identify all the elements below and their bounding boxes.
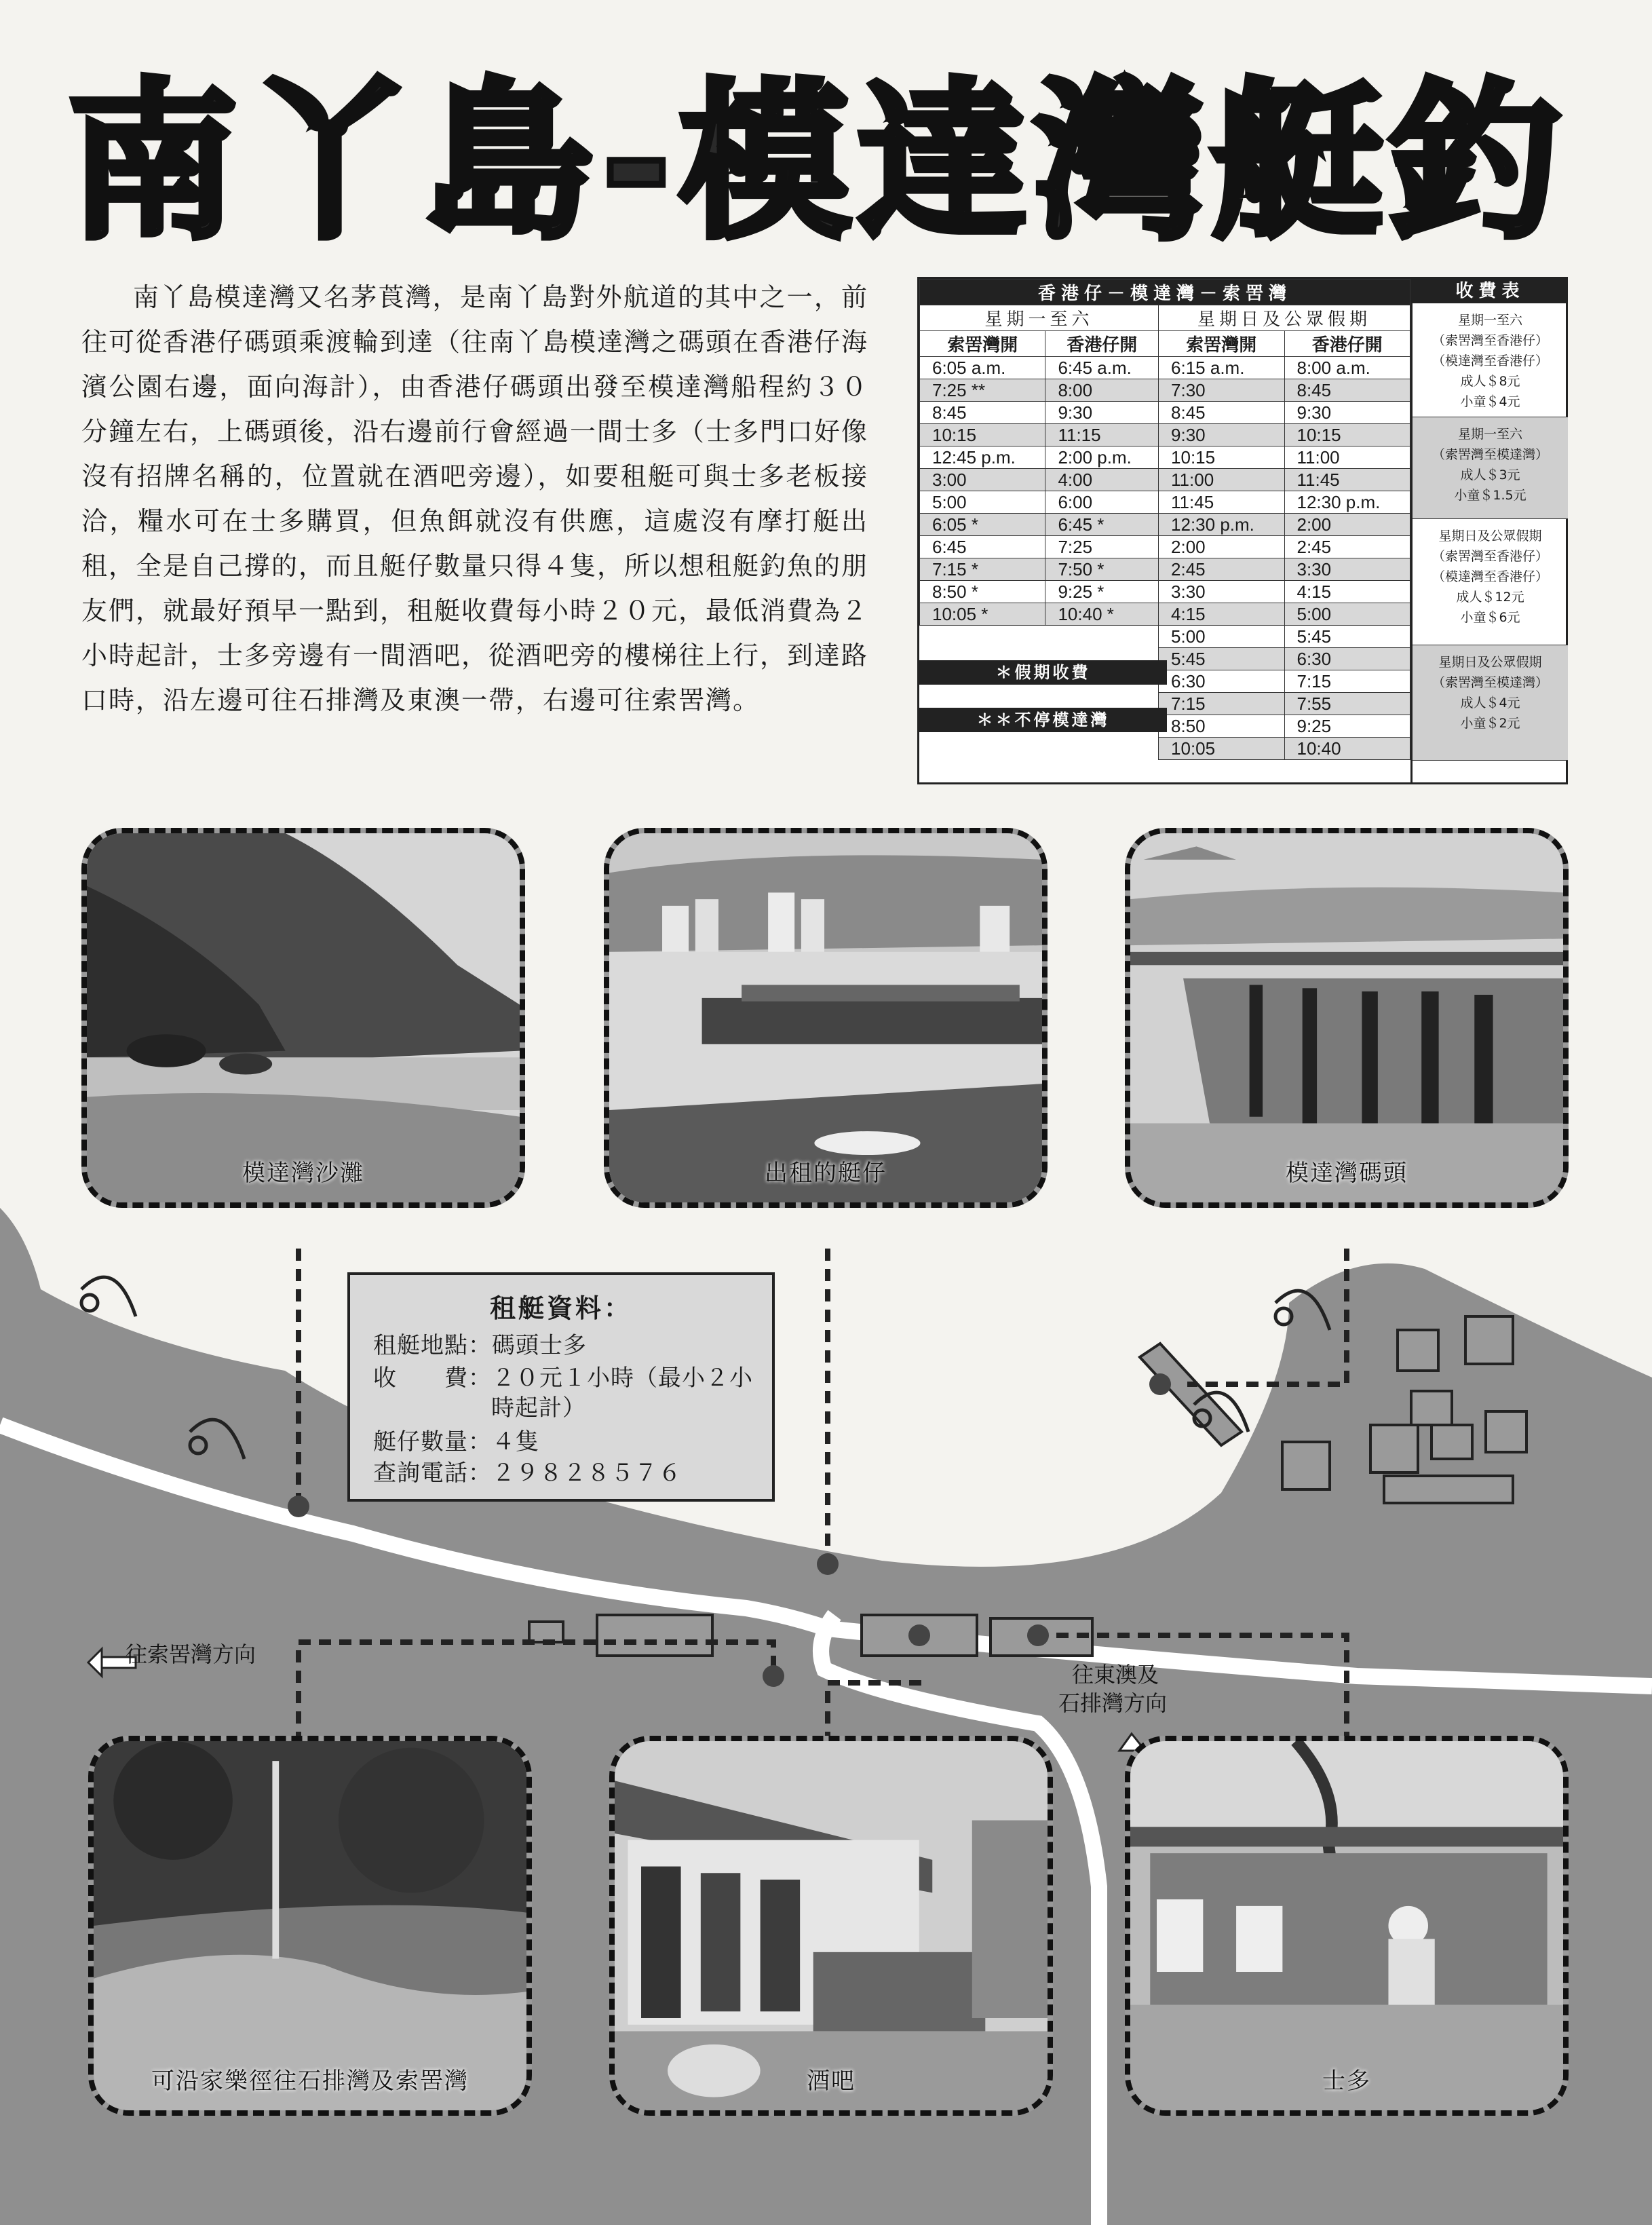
holiday-time: 11:45 [1284,469,1410,491]
rental-phone: ２９８２８５７６ [492,1460,682,1487]
holiday-time: 8:50 [1159,715,1284,738]
note-nonstop: ＊＊不停模達灣 [919,708,1167,732]
weekday-time: 8:50 * [920,581,1045,603]
fare-line: 小童＄2元 [1460,716,1520,731]
holiday-time: 2:45 [1159,558,1284,581]
rental-fee: ２０元１小時（最小２小 [492,1365,753,1392]
intro-text: 南丫島模達灣又名茅莨灣，是南丫島對外航道的其中之一，前往可從香港仔碼頭乘渡輪到達（往南丫島模達灣之碼頭在香港仔海濱公園右邊，面向海計），由香港仔碼頭出發至模達灣船程約３０分鐘左右，上碼頭後，沿右邊前行會經過一間士多（士多門口好像沒有招牌名稱的，位置就在酒吧旁邊），如要租艇可與士多老板接洽，糧水可在士多購買，但魚餌就沒有供應，這處沒有摩打艇出租，全是自己撐的，而且艇仔數量只得４隻，所以想租艇釣魚的朋友們，就最好預早一點到，租艇收費每小時２０元，最低消費為２小時起計，士多旁邊有一間酒吧，從酒吧旁的樓梯往上行，到達路口時，沿左邊可往石排灣及東澳一帶，右邊可往索罟灣。 [81,282,869,715]
weekday-time: 6:00 [1045,491,1159,514]
rental-fee-label: 收 費： [373,1365,492,1392]
timetable-row [920,446,1410,469]
holiday-time: 11:45 [1159,491,1284,514]
fare-line: 成人＄3元 [1460,468,1520,482]
holiday-time: 7:15 [1284,670,1410,693]
empty-cell [920,626,1159,648]
holiday-time: 7:55 [1284,693,1410,715]
weekday-time: 9:25 * [1045,581,1159,603]
holiday-time: 5:45 [1159,648,1284,670]
label-to-tungo-1: 往東澳及 [1072,1662,1159,1688]
fare-line: 小童＄6元 [1460,610,1520,625]
fare-line: 星期日及公眾假期 [1438,529,1542,544]
holiday-time: 9:30 [1159,424,1284,446]
weekday-time: 7:15 * [920,558,1045,581]
label-to-tungo-2: 石排灣方向 [1058,1690,1168,1716]
weekday-time: 7:50 * [1045,558,1159,581]
weekday-time: 8:00 [1045,379,1159,402]
fare-block [1413,645,1568,761]
fare-line: 成人＄4元 [1460,696,1520,710]
timetable-row [920,514,1410,536]
weekday-time: 3:00 [920,469,1045,491]
weekday-time: 6:05 a.m. [920,357,1045,379]
fare-block [1413,417,1568,519]
photo-pier [1125,828,1569,1208]
weekday-time: 6:05 * [920,514,1045,536]
caption-beach: 模達灣沙灘 [242,1160,364,1187]
fare-heading: 收費表 [1413,279,1568,303]
fare-line: （索罟灣至香港仔） [1432,549,1548,564]
holiday-time: 11:00 [1284,446,1410,469]
caption-bar: 酒吧 [807,2068,856,2095]
weekday-time: 5:00 [920,491,1045,514]
holiday-time: 2:00 [1159,536,1284,558]
rental-count: ４隻 [492,1428,539,1456]
weekday-time: 10:40 * [1045,603,1159,626]
fare-line: 小童＄4元 [1460,394,1520,409]
holiday-time: 7:15 [1159,693,1284,715]
rental-location: 碼頭士多 [492,1332,587,1359]
holiday-time: 11:00 [1159,469,1284,491]
timetable-row [920,603,1410,626]
timetable-grid [919,279,1410,760]
timetable-row [920,424,1410,446]
weekday-time: 2:00 p.m. [1045,446,1159,469]
col-sokwu-weekday: 索罟灣開 [920,331,1045,357]
boat-image [609,833,1042,1202]
rental-info-box [347,1272,775,1502]
holiday-time: 6:30 [1284,648,1410,670]
holiday-time: 4:15 [1159,603,1284,626]
fare-line: 成人＄12元 [1456,590,1524,605]
holiday-time: 9:25 [1284,715,1410,738]
caption-path: 可沿家樂徑往石排灣及索罟灣 [151,2068,469,2095]
weekday-header: 星期一至六 [920,305,1159,331]
empty-cell [920,738,1159,760]
fare-line: （索罟灣至香港仔） [1432,333,1548,348]
bar-image [615,1741,1048,2110]
holiday-time: 10:15 [1284,424,1410,446]
timetable-row [920,357,1410,379]
fare-line: 星期一至六 [1457,427,1522,442]
fare-line: 星期日及公眾假期 [1438,655,1542,670]
holiday-time: 5:00 [1284,603,1410,626]
beach-image [87,833,520,1202]
fare-block [1413,519,1568,645]
weekday-time: 6:45 [920,536,1045,558]
ferry-timetable [917,277,1568,784]
weekday-time: 6:45 * [1045,514,1159,536]
rental-location-label: 租艇地點： [373,1332,492,1359]
timetable-row [920,581,1410,603]
timetable-row [920,379,1410,402]
photo-path [88,1736,532,2116]
weekday-time: 7:25 [1045,536,1159,558]
weekday-time: 10:15 [920,424,1045,446]
path-image [94,1741,526,2110]
rental-heading: 租艇資料： [489,1293,632,1323]
timetable-row [920,558,1410,581]
rental-phone-label: 查詢電話： [373,1460,492,1487]
photo-bar [609,1736,1053,2116]
holiday-time: 12:30 p.m. [1284,491,1410,514]
timetable-row [920,626,1410,648]
fare-line: （索罟灣至模達灣） [1432,447,1548,462]
holiday-header: 星期日及公眾假期 [1159,305,1410,331]
fare-line: （模達灣至香港仔） [1432,569,1548,584]
col-aberdeen-weekday: 香港仔開 [1045,331,1159,357]
fare-line: （索罟灣至模達灣） [1432,675,1548,690]
pier-image [1130,833,1563,1202]
fare-line: 星期一至六 [1457,313,1522,328]
page-title: 南丫島-模達灣艇釣 [68,64,1569,261]
holiday-time: 5:00 [1159,626,1284,648]
holiday-time: 10:15 [1159,446,1284,469]
holiday-time: 10:05 [1159,738,1284,760]
weekday-time: 7:25 ** [920,379,1045,402]
holiday-time: 8:00 a.m. [1284,357,1410,379]
rental-count-label: 艇仔數量： [373,1428,492,1456]
col-sokwu-holiday: 索罟灣開 [1159,331,1284,357]
photo-boat [604,828,1048,1208]
weekday-time: 10:05 * [920,603,1045,626]
holiday-time: 8:45 [1159,402,1284,424]
holiday-time: 4:15 [1284,581,1410,603]
photo-beach [81,828,525,1208]
fare-block [1413,303,1568,417]
caption-store: 士多 [1322,2068,1371,2095]
timetable-row [920,491,1410,514]
holiday-time: 2:00 [1284,514,1410,536]
timetable-row [920,402,1410,424]
rental-fee-cont: 時起計） [491,1394,586,1422]
fare-table [1410,279,1568,782]
holiday-time: 6:15 a.m. [1159,357,1284,379]
weekday-time: 4:00 [1045,469,1159,491]
fare-line: 小童＄1.5元 [1454,488,1526,503]
col-aberdeen-holiday: 香港仔開 [1284,331,1410,357]
caption-pier: 模達灣碼頭 [1286,1160,1408,1187]
holiday-time: 3:30 [1159,581,1284,603]
timetable-row [920,536,1410,558]
note-holiday-fare: ＊假期收費 [919,660,1167,685]
holiday-time: 10:40 [1284,738,1410,760]
caption-boat: 出租的艇仔 [765,1160,887,1187]
weekday-time: 6:45 a.m. [1045,357,1159,379]
holiday-time: 8:45 [1284,379,1410,402]
route-header: 香港仔－模達灣－索罟灣 [920,280,1410,305]
holiday-time: 3:30 [1284,558,1410,581]
fare-line: 成人＄8元 [1460,374,1520,389]
timetable-row [920,469,1410,491]
holiday-time: 5:45 [1284,626,1410,648]
timetable-row [920,738,1410,760]
holiday-time: 9:30 [1284,402,1410,424]
holiday-time: 6:30 [1159,670,1284,693]
store-image [1130,1741,1563,2110]
photo-store [1125,1736,1569,2116]
holiday-time: 7:30 [1159,379,1284,402]
holiday-time: 12:30 p.m. [1159,514,1284,536]
weekday-time: 8:45 [920,402,1045,424]
fare-line: （模達灣至香港仔） [1432,354,1548,368]
weekday-time: 11:15 [1045,424,1159,446]
label-to-sokwu: 往索罟灣方向 [126,1641,256,1667]
holiday-time: 2:45 [1284,536,1410,558]
weekday-time: 12:45 p.m. [920,446,1045,469]
weekday-time: 9:30 [1045,402,1159,424]
